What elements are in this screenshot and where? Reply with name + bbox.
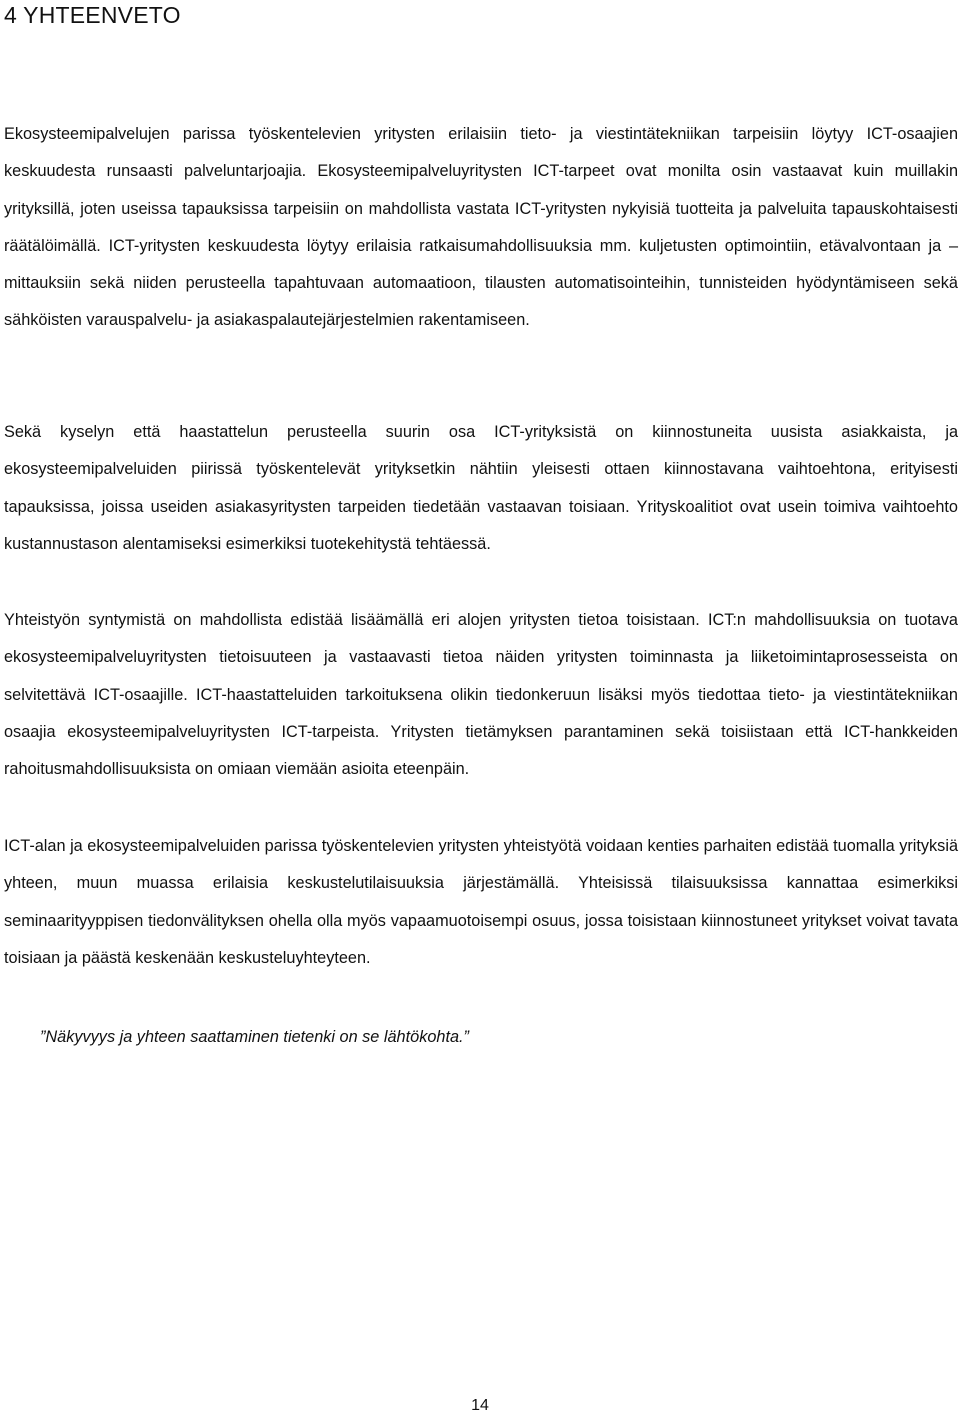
summary-paragraph-4: ICT-alan ja ekosysteemipalveluiden parissa työskentelevien yritysten yhteistyötä voidaan kenties parhaiten edistää tuomalla yrityksiä yhteen, muun muassa erilaisia keskustelutilaisuuksia järjestämällä. Yhteisissä tilaisuuksissa kannattaa esimerkiksi seminaarityyppisen tiedonvälityksen ohella olla myös vapaamuotoisempi osuus, jossa toisistaan kiinnostuneet yritykset voivat tavata toisiaan ja päästä keskenään keskusteluyhteyteen. xyxy=(4,837,958,967)
summary-paragraph-3: Yhteistyön syntymistä on mahdollista edistää lisäämällä eri alojen yritysten tietoa toisistaan. ICT:n mahdollisuuksia on tuotava ekosysteemipalveluyritysten tietoisuuteen ja vastaavasti tietoa näiden yritysten toiminnasta ja liiketoimintaprosesseista on selvitettävä ICT-osaajille. ICT-haastatteluiden tarkoituksena olikin tiedonkeruun lisäksi myös tiedottaa tieto- ja viestintätekniikan osaajia ekosysteemipalveluyritysten ICT-tarpeista. Yritysten tietämyksen parantaminen sekä toisiistaan että ICT-hankkeiden rahoitusmahdollisuuksista on omiaan viemään asioita eteenpäin. xyxy=(4,611,958,779)
summary-paragraph-1: Ekosysteemipalvelujen parissa työskentelevien yritysten erilaisiin tieto- ja viestintätekniikan tarpeisiin löytyy ICT-osaajien keskuudesta runsaasti palveluntarjoajia. Ekosysteemipalveluyritysten ICT-tarpeet ovat monilta osin vastaavat kuin muillakin yrityksillä, joten useissa tapauksissa tarpeisiin on mahdollista vastata ICT-yritysten nykyisiä tuotteita ja palveluita tapauskohtaisesti räätälöimällä. ICT-yritysten keskuudesta löytyy erilaisia ratkaisumahdollisuuksia mm. kuljetusten optimointiin, etävalvontaan ja –mittauksiin sekä niiden perusteella tapahtuvaan automaatioon, tilausten automatisointeihin, tunnisteiden hyödyntämiseen sekä sähköisten varauspalvelu- ja asiakaspalautejärjestelmien rakentamiseen. xyxy=(4,125,958,330)
interview-quote: ”Näkyvyys ja yhteen saattaminen tietenki on se lähtökohta.” xyxy=(40,1028,469,1046)
section-heading: 4 YHTEENVETO xyxy=(4,2,181,28)
summary-paragraph-2: Sekä kyselyn että haastattelun perusteella suurin osa ICT-yrityksistä on kiinnostuneita uusista asiakkaista, ja ekosysteemipalveluiden piirissä työskentelevät yrityksetkin nähtiin yleisesti ottaen kiinnostavana vaihtoehtona, erityisesti tapauksissa, joissa useiden asiakasyritysten tarpeiden tiedetään vastaavan toisiaan. Yrityskoalitiot ovat usein toimiva vaihtoehto kustannustason alentamiseksi esimerkiksi tuotekehitystä tehtäessä. xyxy=(4,423,958,553)
page-number: 14 xyxy=(471,1397,489,1414)
